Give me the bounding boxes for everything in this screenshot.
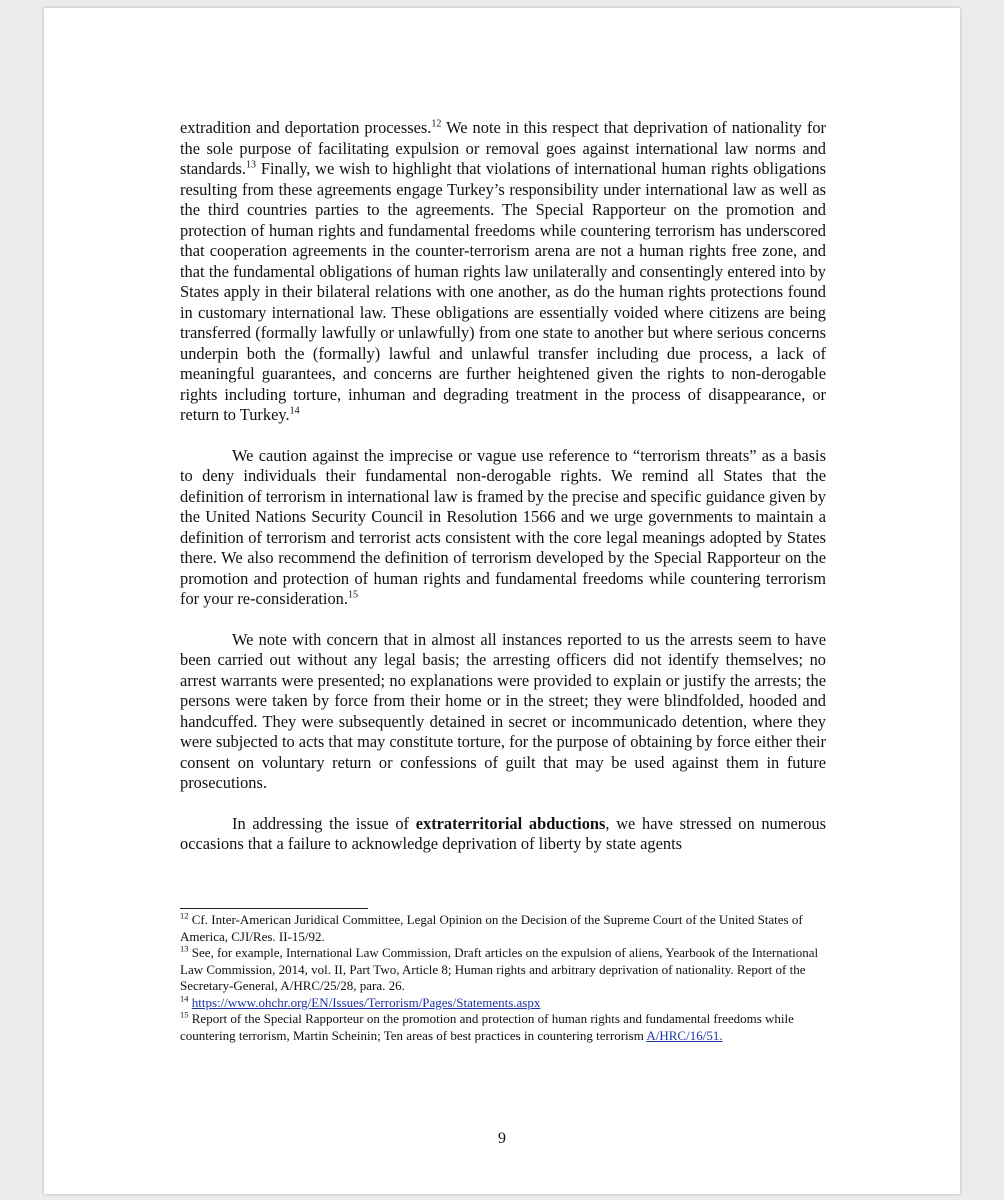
paragraph-1-part-a: extradition and deportation processes. [180,118,432,137]
footnote-12 [180,912,826,945]
footnote-14 [180,995,826,1012]
paragraph-2 [180,446,826,610]
footnote-number: 12 [180,910,189,921]
page-body [180,118,826,855]
paragraph-1-part-c: Finally, we wish to highlight that violations of international human rights obligations resulting from these agreements engage Turkey’s responsibility under international law as well as the third countries parties to the agreements. The Special Rapporteur on the promotion and protection of human rights and fundamental freedoms while countering terrorism has underscored that cooperation agreements in the counter-terrorism arena are not a human rights free zone, and that the fundamental obligations of human rights law unilaterally and consentingly entered into by States apply in their bilateral relations with one another, as do the human rights protections found in customary international law. These obligations are essentially voided where citizens are being transferred (formally lawfully or unlawfully) from one state to another but where serious concerns underpin both the (formally) lawful and unlawful transfer including due process, a lack of meaningful guarantees, and concerns are further heightened given the rights to non-derogable rights including torture, inhuman and degrading treatment in the process of disappearance, or return to Turkey. [180,159,826,424]
footnote-text: Report of the Special Rapporteur on the promotion and protection of human rights and fundamental freedoms while countering terrorism, Martin Scheinin; Ten areas of best practices in countering terrorism [180,1011,794,1043]
footnote-ref-12[interactable]: 12 [431,118,442,130]
bold-term: extraterritorial abductions [415,813,606,833]
page-number: 9 [498,1130,506,1147]
paragraph-4-part-b: , we have stressed on numerous occasions that a failure to acknowledge deprivation of liberty by state agents [180,813,826,853]
paragraph-4 [180,814,826,855]
paragraph-2-text: We caution against the imprecise or vague use reference to “terrorism threats” as a basis to deny individuals their fundamental non-derogable rights. We remind all States that the definition of terrorism in international law is framed by the precise and specific guidance given by the United Nations Security Council in Resolution 1566 and we urge governments to maintain a definition of terrorism and terrorist acts consistent with the core legal meanings adopted by States there. We also recommend the definition of terrorism developed by the Special Rapporteur on the promotion and protection of human rights and fundamental freedoms while countering terrorism for your re-consideration. [180,445,826,608]
footnote-link-ahrc[interactable]: A/HRC/16/51. [646,1027,723,1043]
footnote-number: 15 [180,1009,189,1020]
footnote-text: Cf. Inter-American Juridical Committee, Legal Opinion on the Decision of the Supreme Court of the United States of America, CJI/Res. II-15/92. [180,912,803,944]
footnote-number: 13 [180,943,189,954]
footnotes [180,912,826,1044]
paragraph-3 [180,630,826,794]
paragraph-4-part-a: In addressing the issue of [232,813,416,833]
footnote-ref-14[interactable]: 14 [289,405,300,417]
footnote-text: See, for example, International Law Commission, Draft articles on the expulsion of aliens, Yearbook of the International Law Commission, 2014, vol. II, Part Two, Article 8; Human rights and arbitrary deprivation of nationality. Report of the Secretary-General, A/HRC/25/28, para. 26. [180,945,819,993]
footnote-15 [180,1011,826,1044]
paragraph-3-text: We note with concern that in almost all instances reported to us the arrests seem to have been carried out without any legal basis; the arresting officers did not identify themselves; no arrest warrants were presented; no explanations were provided to explain or justify the arrests; the persons were taken by force from their home or in the street; they were blindfolded, hooded and handcuffed. They were subsequently detained in secret or incommunicado detention, where they were subjected to acts that may constitute torture, for the purpose of obtaining by force either their consent on voluntary return or confessions of guilt that may be used against them in future prosecutions. [180,629,826,792]
paragraph-1 [180,118,826,426]
footnote-separator [180,908,368,909]
paragraph-1-part-b: We note in this respect that deprivation of nationality for the sole purpose of facilitating expulsion or removal goes against international law norms and standards. [180,118,826,178]
footnote-ref-13[interactable]: 13 [246,159,257,171]
footnote-13 [180,945,826,995]
footnote-ref-15[interactable]: 15 [347,589,358,601]
document-page [44,8,960,1194]
footnote-number: 14 [180,993,189,1004]
footnote-link-ohchr[interactable]: https://www.ohchr.org/EN/Issues/Terrorism/Pages/Statements.aspx [191,994,541,1010]
